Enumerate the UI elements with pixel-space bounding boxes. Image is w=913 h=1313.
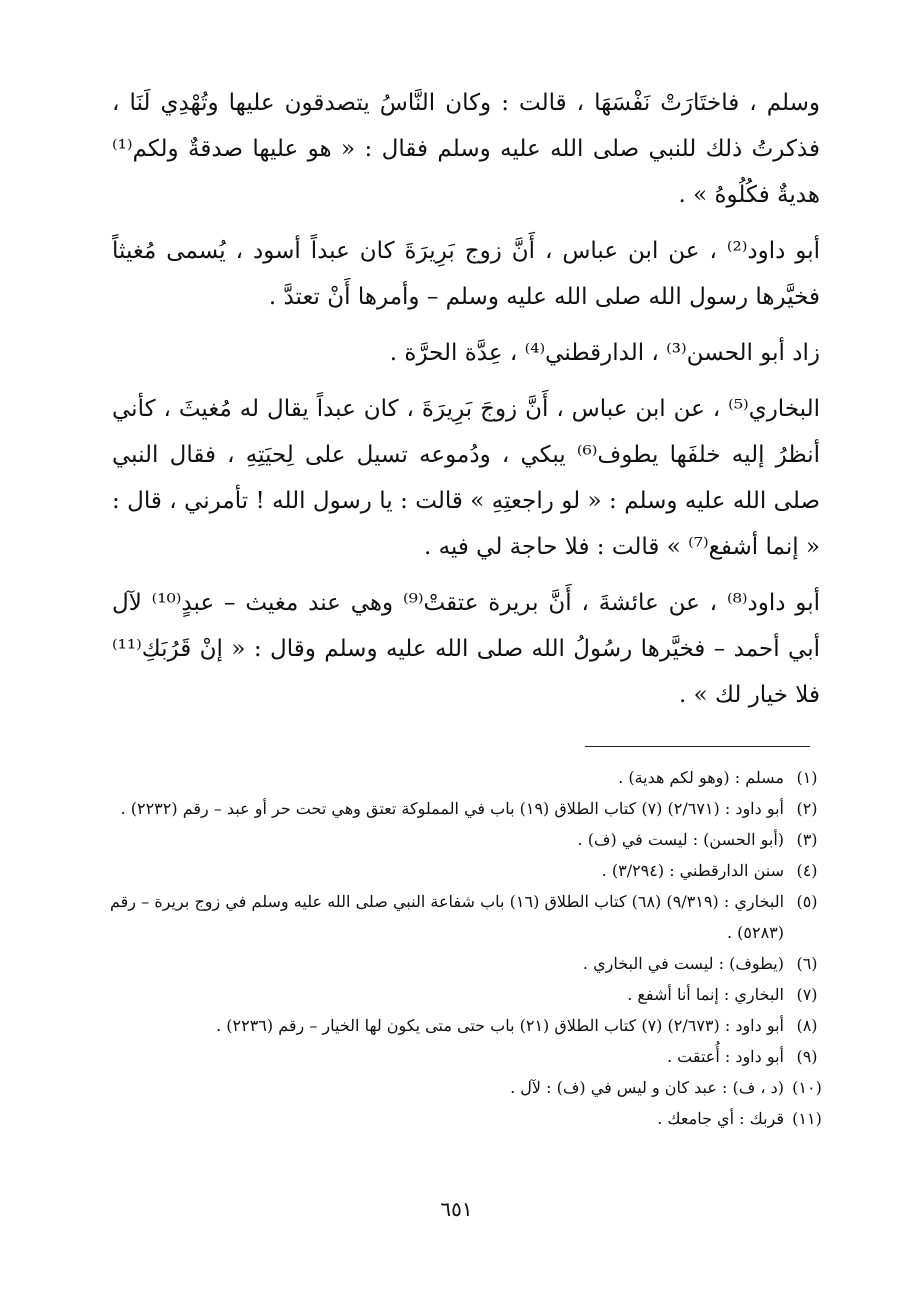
footnote-6 — [110, 948, 830, 979]
footnote-text: البخاري : (٩/٣١٩) (٦٨) كتاب الطلاق (١٦) باب شفاعة النبي صلى الله عليه وسلم في زوج بريرة – رقم (٥٢٨٣) . — [110, 892, 785, 942]
footnote-number: (٨) — [796, 1016, 818, 1035]
footnote-number: (١١) — [792, 1109, 822, 1128]
footnote-number: (٢) — [796, 799, 818, 818]
footnote-3 — [110, 824, 830, 855]
paragraph-1: وسلم ، فاختَارَتْ نَفْسَهَا ، قالت : وكان النَّاسُ يتصدقون عليها وتُهْدِي لَنَا ، فذكرتُ ذلك للنبي صلى الله عليه وسلم فقال : « هو عليها صدقةٌ ولكم⁽¹⁾ هديةٌ فكُلُوهُ » . — [112, 90, 820, 208]
footnote-7 — [110, 979, 830, 1010]
footnote-9 — [110, 1041, 830, 1072]
footnote-10 — [110, 1072, 830, 1103]
main-text — [112, 80, 820, 728]
footnote-4 — [110, 855, 830, 886]
footnote-text: مسلم : (وهو لكم هدية) . — [618, 768, 784, 787]
paragraph-3: زاد أبو الحسن⁽³⁾ ، الدارقطني⁽⁴⁾ ، عِدَّة الحرَّة . — [389, 340, 820, 366]
footnote-number: (١٠) — [792, 1078, 822, 1097]
footnote-5 — [110, 886, 830, 948]
footnote-8 — [110, 1010, 830, 1041]
footnote-text: سنن الدارقطني : (٣/٢٩٤) . — [601, 861, 784, 880]
footnote-number: (٣) — [796, 830, 818, 849]
footnote-text: أبو داود : (٢/٦٧١) (٧) كتاب الطلاق (١٩) باب في المملوكة تعتق وهي تحت حر أو عبد – رقم (٢٢٣٢) . — [120, 799, 784, 818]
paragraph-2: أبو داود⁽²⁾ ، عن ابن عباس ، أَنَّ زوج بَرِيرَةَ كان عبداً أسود ، يُسمى مُغيثاً فخيَّرها رسول الله صلى الله عليه وسلم – وأمرها أَنْ تعتدَّ . — [112, 238, 820, 310]
footnote-text: أبو داود : (٢/٦٧٣) (٧) كتاب الطلاق (٢١) باب حتى متى يكون لها الخيار – رقم (٢٢٣٦) . — [216, 1016, 784, 1035]
footnote-text: أبو داود : أُعتقت . — [666, 1047, 784, 1066]
footnote-number: (٤) — [796, 861, 818, 880]
footnote-number: (٩) — [796, 1047, 818, 1066]
footnote-2 — [110, 793, 830, 824]
footnote-11 — [110, 1103, 830, 1134]
footnote-divider — [585, 746, 810, 747]
footnote-text: (يطوف) : ليست في البخاري . — [582, 954, 784, 973]
footnote-number: (٥) — [796, 892, 818, 911]
footnote-number: (٦) — [796, 954, 818, 973]
footnote-text: البخاري : إنما أنا أشفع . — [627, 985, 784, 1004]
paragraph-5: أبو داود⁽⁸⁾ ، عن عائشةَ ، أَنَّ بريرة عتقتْ⁽⁹⁾ وهي عند مغيث – عبدٍ⁽¹⁰⁾ لآل أبي أحمد – فخيَّرها رسُولُ الله صلى الله عليه وسلم وقال : « إنْ قَرُبَكِ⁽¹¹⁾ فلا خيار لك » . — [112, 590, 820, 708]
footnote-text: (أبو الحسن) : ليست في (ف) . — [577, 830, 784, 849]
page-number: ٦٥١ — [440, 1197, 473, 1221]
footnote-1 — [110, 762, 830, 793]
paragraph-4: البخاري⁽⁵⁾ ، عن ابن عباس ، أَنَّ زوجَ بَرِيرَةَ ، كان عبداً يقال له مُغيثَ ، كأني أنظرُ إليه خلفَها يطوف⁽⁶⁾ يبكي ، ودُموعه تسيل على لِحيَتِهِ ، فقال النبي صلى الله عليه وسلم : « لو راجعتِهِ » قالت : يا رسول الله ! تأمرني ، قال : « إنما أشفع⁽⁷⁾ » قالت : فلا حاجة لي فيه . — [112, 396, 821, 560]
footnote-number: (١) — [796, 768, 818, 787]
footnotes — [110, 762, 830, 1134]
footnote-text: قربك : أي جامعك . — [657, 1109, 784, 1128]
footnote-number: (٧) — [796, 985, 818, 1004]
footnote-text: (د ، ف) : عبد كان و ليس في (ف) : لآل . — [510, 1078, 784, 1097]
